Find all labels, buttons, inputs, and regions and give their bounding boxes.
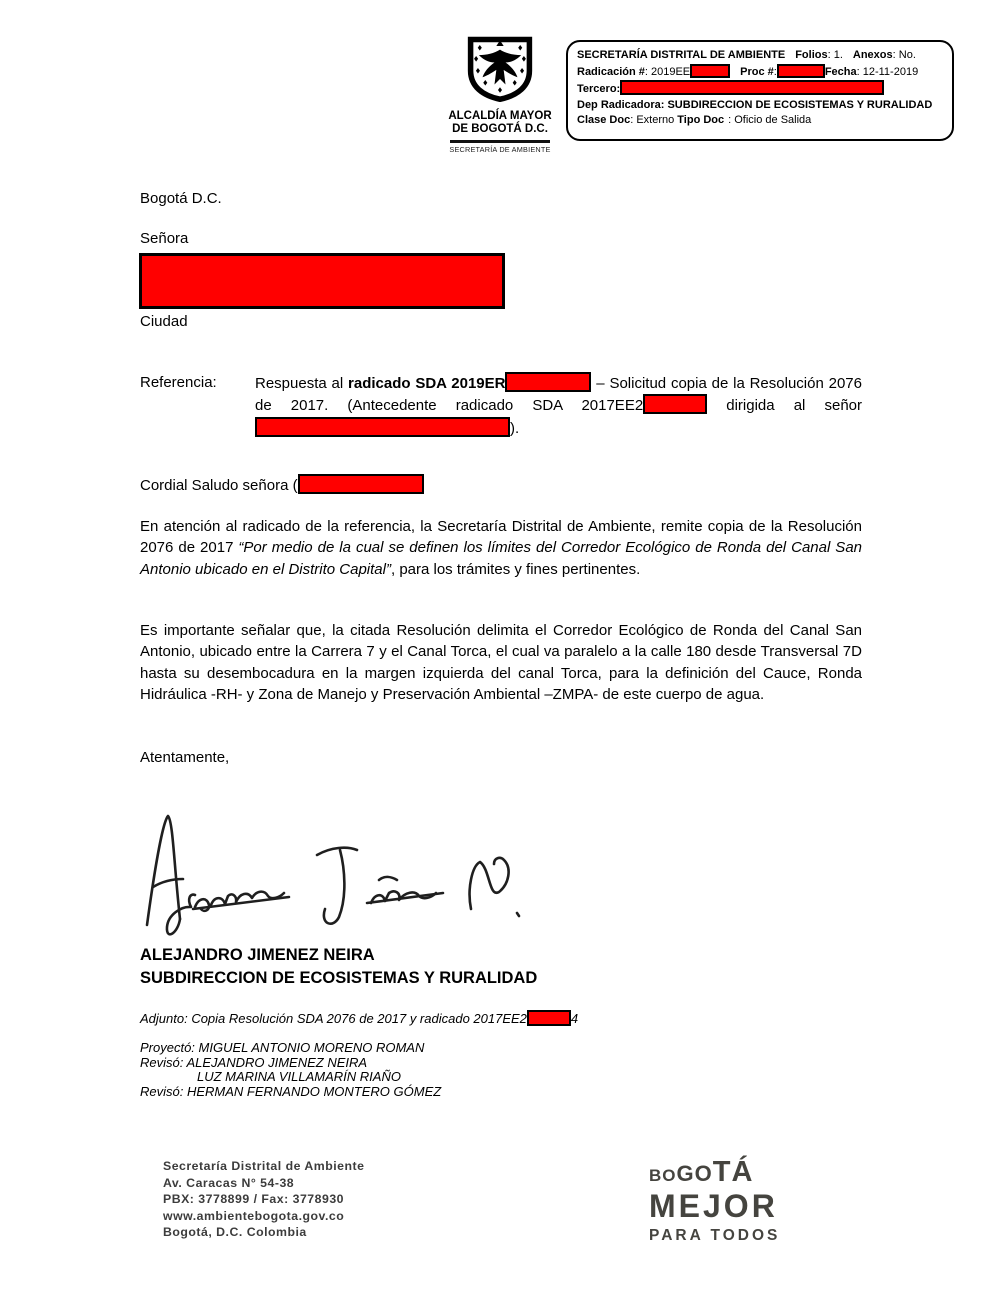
city-line: Bogotá D.C. <box>140 190 222 207</box>
paragraph-1 <box>140 516 862 580</box>
stamp-line-2 <box>577 64 943 81</box>
text-segment: Respuesta al <box>255 375 349 392</box>
radicacion-value: : 2019EE <box>644 65 691 78</box>
stamp-line-1 <box>577 48 943 64</box>
greeting-line <box>140 474 424 496</box>
recipient-redaction-box <box>139 253 505 309</box>
signer-title: SUBDIRECCION DE ECOSISTEMAS Y RURALIDAD <box>140 968 538 987</box>
text-segment: dirigida al señor <box>707 397 862 415</box>
crest-line2: DE BOGOTÁ D.C. <box>452 123 548 135</box>
slogan-para-todos: PARA TODOS <box>649 1227 781 1244</box>
redaction-box <box>255 417 510 437</box>
credits-block <box>140 1041 441 1099</box>
folios-value: : 1. <box>827 49 843 61</box>
bogota-crest-icon <box>463 34 537 102</box>
radication-stamp-box <box>566 40 954 141</box>
stamp-line-5 <box>577 113 943 129</box>
text-segment: Adjunto: Copia Resolución SDA 2076 de 2017 y radicado 2017EE2 <box>140 1011 527 1026</box>
text-segment: ). <box>510 419 520 437</box>
signer-block <box>140 944 537 989</box>
text-segment: – Solicitud copia de la Resolución 2076 de 2017. (Antecedente radicado SDA 2017EE2 <box>255 375 862 415</box>
contact-address: Av. Caracas N° 54-38 <box>163 1175 295 1190</box>
reviso-line-2: LUZ MARINA VILLAMARÍN RIAÑO <box>197 1069 401 1085</box>
text-segment: , para los trámites y fines pertinentes. <box>390 560 641 578</box>
radicacion-label: Radicación # <box>577 65 645 78</box>
slogan-mejor: MEJOR <box>649 1188 778 1224</box>
tipo-doc-label: Tipo Doc <box>677 114 725 127</box>
reference-radicado-bold: radicado SDA 2019ER <box>348 375 506 392</box>
crest-line1: ALCALDÍA MAYOR <box>448 110 552 122</box>
closing-line: Atentamente, <box>140 749 230 766</box>
footer-contact-block <box>163 1158 364 1241</box>
folios-label: Folios <box>795 49 828 61</box>
anexos-value: : No. <box>892 49 916 61</box>
slogan-bo: BO <box>649 1166 677 1185</box>
tipo-doc-value: : Oficio de Salida <box>728 114 812 127</box>
redaction-box <box>643 394 707 414</box>
redaction-box <box>690 64 730 78</box>
crest-secretaria-label: SECRETARÍA DE AMBIENTE <box>449 144 551 154</box>
slogan-go: GO <box>676 1161 713 1186</box>
reference-label: Referencia: <box>140 374 217 391</box>
dep-radicadora-line: Dep Radicadora: SUBDIRECCION DE ECOSISTEMAS Y RURALIDAD <box>577 98 933 111</box>
paragraph-2: Es importante señalar que, la citada Resolución delimita el Corredor Ecológico de Ronda del Canal San Antonio, ubicado entre la Carrera 7 y el Canal Torca, el cual va paralelo a la calle 180 desde Transversal 7D hasta su desembocadura en la margen izquierda del canal Torca, para la definición del Cauce, Ronda Hidráulica -RH- y Zona de Manejo y Preservación Ambiental –ZMPA- de este cuerpo de agua. <box>140 622 862 704</box>
contact-phone: PBX: 3778899 / Fax: 3778930 <box>163 1192 344 1207</box>
redaction-box <box>620 80 884 95</box>
redaction-box <box>777 64 825 78</box>
contact-website: www.ambientebogota.gov.co <box>163 1208 345 1223</box>
crest-divider <box>450 140 550 143</box>
redaction-box <box>298 474 424 494</box>
reference-text <box>255 372 862 439</box>
redaction-box <box>505 372 591 392</box>
clase-doc-label: Clase Doc <box>577 114 631 127</box>
contact-city: Bogotá, D.C. Colombia <box>163 1225 307 1240</box>
proyecto-line: Proyectó: MIGUEL ANTONIO MORENO ROMAN <box>140 1040 425 1055</box>
adjunto-line <box>140 1010 578 1027</box>
stamp-line-3 <box>577 80 943 98</box>
tercero-label: Tercero: <box>577 83 621 96</box>
recipient-city: Ciudad <box>140 313 188 330</box>
fecha-value: : 12-11-2019 <box>856 65 919 78</box>
slogan-ta: TÁ <box>712 1156 754 1188</box>
anexos-label: Anexos <box>852 49 893 61</box>
reviso-line-3: Revisó: HERMAN FERNANDO MONTERO GÓMEZ <box>140 1083 442 1099</box>
handwritten-signature <box>133 803 523 938</box>
slogan-bogota <box>649 1158 780 1187</box>
proc-colon: : <box>773 65 777 78</box>
resolution-quote-italic: “Por medio de la cual se definen los límites del Corredor Ecológico de Ronda del Canal San Antonio ubicado en el Distrito Capital” <box>140 539 863 578</box>
recipient-title: Señora <box>140 230 189 247</box>
proc-label: Proc # <box>740 65 774 78</box>
bogota-mejor-logo <box>649 1158 780 1244</box>
reviso-line-1: Revisó: ALEJANDRO JIMENEZ NEIRA <box>140 1054 368 1070</box>
fecha-label: Fecha <box>824 65 857 78</box>
clase-doc-value: : Externo <box>630 114 678 127</box>
stamp-title: SECRETARÍA DISTRITAL DE AMBIENTE <box>577 49 786 61</box>
stamp-line-4 <box>577 98 943 114</box>
signer-name: ALEJANDRO JIMENEZ NEIRA <box>140 946 375 964</box>
text-segment: 4 <box>570 1011 579 1026</box>
reference-block <box>140 372 862 439</box>
greeting-text: Cordial Saludo señora ( <box>140 477 298 494</box>
redaction-box <box>527 1010 571 1026</box>
city-hall-logo <box>440 34 560 154</box>
contact-entity: Secretaría Distrital de Ambiente <box>163 1159 365 1173</box>
text-segment: En atención al radicado de la referencia, la Secretaría Distrital de Ambiente, remite copia de la Resolución 2076 de 2017 <box>140 518 862 557</box>
